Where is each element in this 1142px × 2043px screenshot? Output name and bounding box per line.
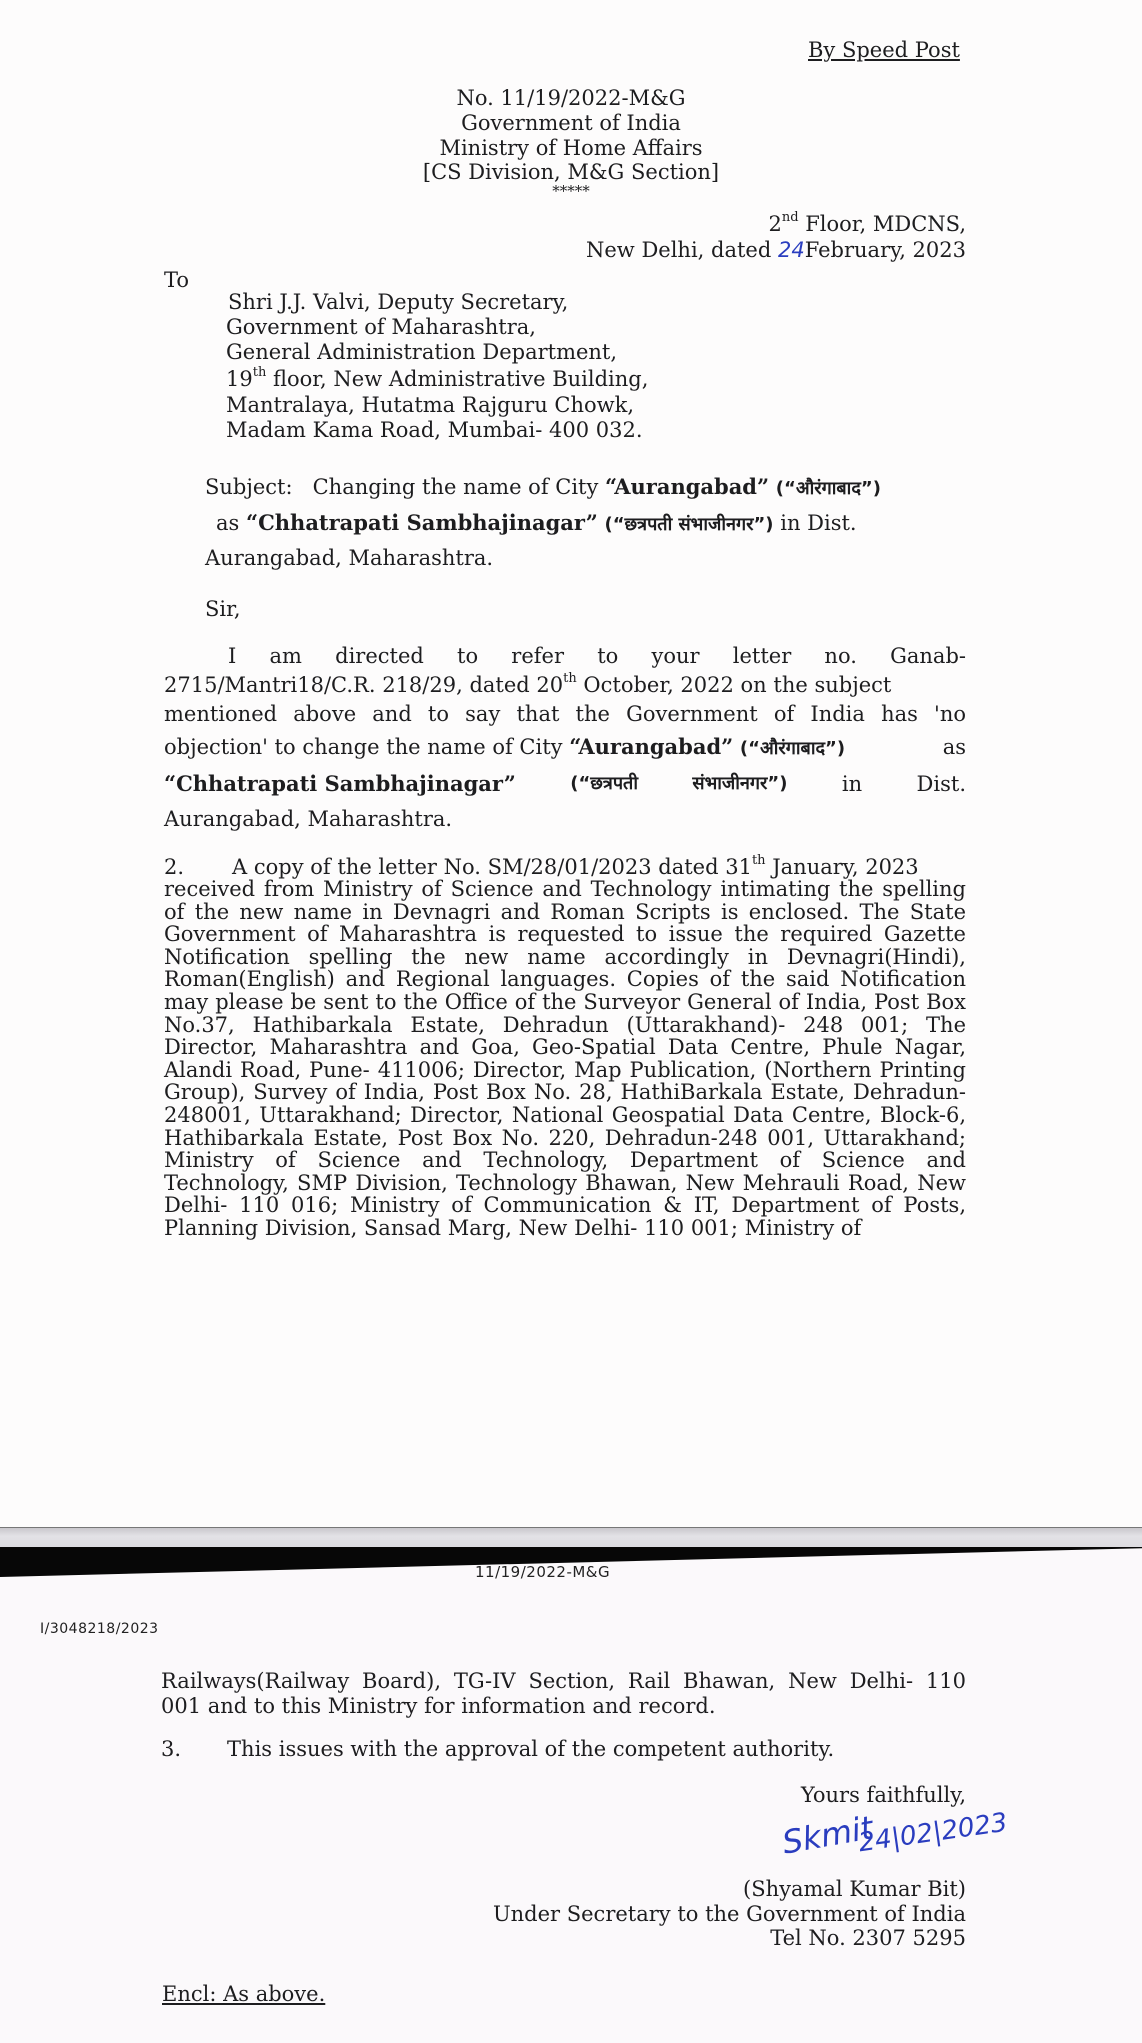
floor-num: 2 xyxy=(768,212,782,236)
para1-dist: Dist. xyxy=(916,772,966,796)
subject-tail: in Dist. xyxy=(773,511,857,535)
enclosure: Encl: As above. xyxy=(162,1982,326,2006)
floor-rest: floor, New Administrative Building, xyxy=(266,367,649,391)
closing: Yours faithfully, xyxy=(800,1783,966,1807)
receipt-number: I/3048218/2023 xyxy=(40,1621,159,1637)
new-city-name-hindi: (“छत्रपती xyxy=(570,773,638,794)
old-city-name: “Aurangabad” xyxy=(605,474,770,499)
para3-number: 3. xyxy=(161,1737,182,1761)
recipient-line: Mantralaya, Hutatma Rajguru Chowk, xyxy=(226,393,635,417)
new-city-name-hindi: संभाजीनगर”) xyxy=(692,773,788,794)
govt-name: Government of India xyxy=(461,111,681,135)
subject-line-1 xyxy=(205,475,881,501)
recipient-floor xyxy=(226,367,648,391)
header-stars: ***** xyxy=(552,182,590,200)
subject-as: as xyxy=(216,511,246,535)
para2-continued-line: 001 and to this Ministry for information and record. xyxy=(161,1694,716,1718)
subject-text: Changing the name of City xyxy=(312,475,606,499)
para1-as: as xyxy=(942,735,966,759)
new-city-name: “Chhatrapati Sambhajinagar” xyxy=(164,771,516,796)
para1-text: October, 2022 on the subject xyxy=(576,673,892,697)
floor-sup: nd xyxy=(781,210,799,225)
para2-continued-line: Railways(Railway Board), TG-IV Section, Rail Bhawan, New Delhi- 110 xyxy=(161,1669,966,1693)
old-city-name: “Aurangabad” xyxy=(569,734,734,759)
division-name: [CS Division, M&G Section] xyxy=(422,160,720,184)
old-city-name-hindi: (“औरंगाबाद”) xyxy=(739,738,846,759)
recipient-line: General Administration Department, xyxy=(226,340,618,364)
letter-date xyxy=(366,238,966,262)
office-floor xyxy=(466,212,966,236)
para2-first-line xyxy=(164,855,966,879)
signatory-name: (Shyamal Kumar Bit) xyxy=(743,1877,966,1901)
signature-date: 24|02|2023 xyxy=(856,1807,1010,1859)
para1-line xyxy=(164,735,966,761)
floor-sup: th xyxy=(252,365,267,380)
signature: Skmit xyxy=(779,1808,877,1862)
old-city-name-hindi: (“औरंगाबाद”) xyxy=(775,478,881,499)
subject-line-2 xyxy=(216,511,857,537)
para1-sup: th xyxy=(563,671,577,686)
para2-text: January, 2023 xyxy=(765,855,919,879)
page-separator xyxy=(0,1527,1142,1548)
para1-line xyxy=(164,772,966,796)
date-prefix: New Delhi, dated xyxy=(585,238,778,262)
recipient-line: Shri J.J. Valvi, Deputy Secretary, xyxy=(228,290,569,314)
salutation: Sir, xyxy=(205,597,241,621)
ministry-name: Ministry of Home Affairs xyxy=(439,136,703,160)
signatory-tel: Tel No. 2307 5295 xyxy=(770,1926,966,1950)
page2-file-number: 11/19/2022-M&G xyxy=(475,1563,611,1581)
file-number: No. 11/19/2022-M&G xyxy=(456,86,686,110)
delivery-mode: By Speed Post xyxy=(808,38,960,62)
floor-rest: Floor, MDCNS, xyxy=(798,212,966,236)
para2-body: received from Ministry of Science and Technology intimating the spelling of the new name in Devnagri and Roman Scripts is enclosed. The State Government of Maharashtra is requested to issue the required Gazette Notification spelling the new name accordingly in Devnagri(Hindi), Roman(English) and Regional languages. Copies of the said Notification may please be sent to the Office of the Surveyor General of India, Post Box No.37, Hathibarkala Estate, Dehradun (Uttarakhand)- 248 001; The Director, Maharashtra and Goa, Geo-Spatial Data Centre, Phule Nagar, Alandi Road, Pune- 411006; Director, Map Publication, (Northern Printing Group), Survey of India, Post Box No. 28, HathiBarkala Estate, Dehradun-248001, Uttarakhand; Director, National Geospatial Data Centre, Block-6, Hathibarkala Estate, Post Box No. 220, Dehradun-248 001, Uttarakhand; Ministry of Science and Technology, Department of Science and Technology, SMP Division, Technology Bhawan, New Mehrauli Road, New Delhi- 110 016; Ministry of Communication & IT, Department of Posts, Planning Division, Sansad Marg, New Delhi- 110 001; Ministry of xyxy=(164,877,966,1240)
para1-text: objection' to change the name of City xyxy=(164,735,570,759)
new-city-name: “Chhatrapati Sambhajinagar” xyxy=(245,510,598,535)
para2-number: 2. xyxy=(164,855,185,879)
para1-text: 2715/Mantri18/C.R. 218/29, dated 20 xyxy=(164,673,564,697)
para1-in: in xyxy=(841,772,863,796)
recipient-line: Madam Kama Road, Mumbai- 400 032. xyxy=(226,418,643,442)
subject-line-3: Aurangabad, Maharashtra. xyxy=(205,546,494,570)
to-label: To xyxy=(164,268,190,292)
floor-num: 19 xyxy=(226,367,253,391)
para1-line: mentioned above and to say that the Government of India has 'no xyxy=(164,702,966,726)
para1-line xyxy=(164,673,966,697)
para2-text: A copy of the letter No. SM/28/01/2023 dated 31 xyxy=(232,855,752,879)
recipient-line: Government of Maharashtra, xyxy=(226,315,536,339)
signatory-designation: Under Secretary to the Government of India xyxy=(492,1902,966,1926)
new-city-name-hindi: (“छत्रपती संभाजीनगर”) xyxy=(604,514,774,535)
para1-line: Aurangabad, Maharashtra. xyxy=(164,807,453,831)
handwritten-day: 24 xyxy=(777,238,805,262)
para3-text: This issues with the approval of the competent authority. xyxy=(227,1737,835,1761)
date-suffix: February, 2023 xyxy=(804,238,966,262)
para2-sup: th xyxy=(751,853,766,868)
para3 xyxy=(161,1737,834,1761)
subject-label: Subject: xyxy=(205,475,293,499)
para1-line: I am directed to refer to your letter no. Ganab- xyxy=(228,644,966,668)
